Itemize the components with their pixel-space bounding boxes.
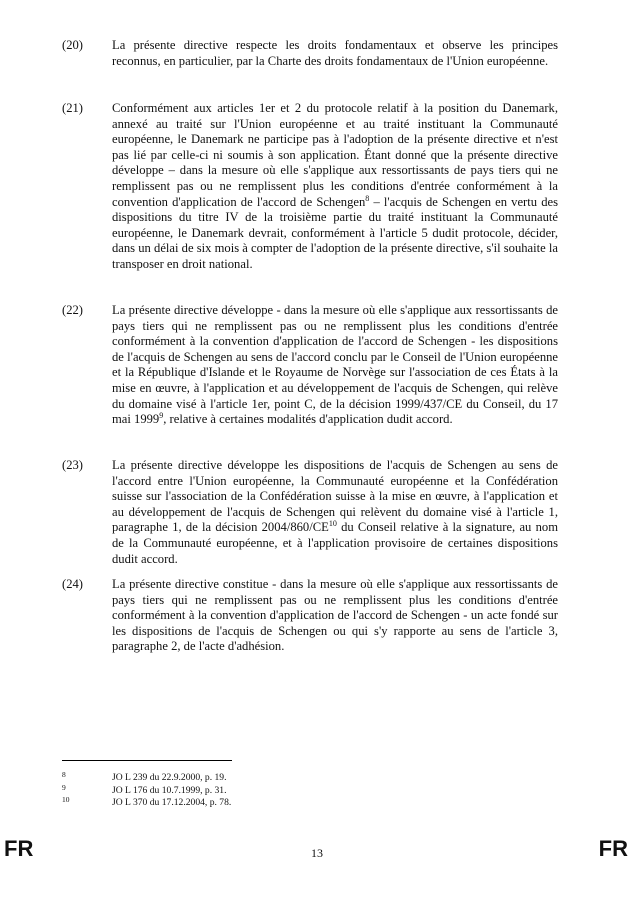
footnote-ref: 9: [159, 410, 164, 420]
recital-number: (21): [62, 101, 83, 115]
footnote-number: 10: [62, 795, 70, 804]
recital-text-part: du Conseil relative à la signature, au nom de la Communauté européenne, et à l'application provisoire de certaines dispositions dudit accord.: [112, 520, 559, 566]
recital-text: La présente directive respecte les droits fondamentaux et observe les principes reconnus, en particulier, par la Charte des droits fondamentaux de l'Union européenne.: [112, 38, 558, 68]
recital-number: (23): [62, 458, 83, 472]
footnote-number: 8: [62, 770, 66, 779]
recital-number: (22): [62, 303, 83, 317]
footnote-text: JO L 176 du 10.7.1999, p. 31.: [112, 784, 227, 796]
footnote-number: 9: [62, 782, 66, 792]
footnote-ref: 10: [328, 519, 337, 529]
footnote-ref: 8: [365, 193, 370, 203]
recital-20: [62, 38, 558, 69]
recital-text-part: Conformément aux articles 1er et 2 du protocole relatif à la position du Danemark, annexé au traité sur l'Union européenne et au traité instituant la Communauté européenne, le Danemark ne participe pas à l'adoption de la présente directive et n'est pas lié par celle-ci ni soumis à son application. Étant donné que la présente directive développe – dans la mesure où elle s'applique aux ressortissants de pays tiers qui ne remplissent pas ou ne remplissent plus les conditions d'entrée conformément à la convention d'application de l'accord de Schengen: [112, 101, 558, 209]
page-number: 13: [311, 846, 323, 860]
language-code-right: FR: [598, 836, 628, 861]
recital-text: [112, 458, 558, 567]
recital-text: [112, 303, 558, 428]
recital-text-part: , relative à certaines modalités d'application dudit accord.: [163, 412, 453, 427]
language-code-left: FR: [4, 836, 34, 861]
recital-22: [62, 303, 558, 428]
recital-text: [112, 101, 558, 273]
footnote-separator: [62, 760, 232, 761]
recital-number: (24): [62, 577, 83, 591]
recital-text-part: La présente directive développe - dans la mesure où elle s'applique aux ressortissants de pays tiers qui ne remplissent pas ou ne remplissent plus les conditions d'entrée conformément à la convention d'application de l'accord de Schengen - les dispositions de l'acquis de Schengen au sens de l'accord conclu par le Conseil de l'Union européenne et la République d'Islande et le Royaume de Norvège sur l'association de ces États à la mise en œuvre, à l'application et au développement de l'acquis de Schengen, qui relève du domaine visé à l'article 1er, point C, de la décision 1999/437/CE du Conseil, du 17 mai 1999: [112, 303, 558, 427]
recital-21: [62, 101, 558, 273]
recital-text: La présente directive constitue - dans la mesure où elle s'applique aux ressortissants de pays tiers qui ne remplissent pas ou ne remplissent plus les conditions d'entrée conformément à la convention d'application de l'accord de Schengen - un acte fondé sur les dispositions de l'acquis de Schengen ou qui s'y rapporte au sens de l'article 3, paragraphe 2, de l'acte d'adhésion.: [112, 577, 558, 654]
recital-24: [62, 577, 558, 655]
recital-number: (20): [62, 38, 83, 52]
recital-text-part: – l'acquis de Schengen en vertu des dispositions du titre IV de la troisième partie du traité instituant la Communauté européenne, le Danemark devrait, conformément à l'article 5 dudit protocole, décider, dans un délai de six mois à compter de l'adoption de la présente directive, s'il souhaite la transposer en droit national.: [112, 194, 558, 271]
recital-text-part: La présente directive développe les dispositions de l'acquis de Schengen au sens de l'accord entre l'Union européenne, la Communauté européenne et la Confédération suisse sur l'association de la Confédération suisse à la mise en œuvre, à l'application et au développement de l'acquis de Schengen qui relèvent du domaine visé à l'article 1, paragraphe 1, de la décision 2004/860/CE: [112, 458, 558, 535]
footnote-text: JO L 370 du 17.12.2004, p. 78.: [112, 797, 232, 808]
recital-23: [62, 458, 558, 567]
footnote-text: JO L 239 du 22.9.2000, p. 19.: [112, 772, 227, 783]
